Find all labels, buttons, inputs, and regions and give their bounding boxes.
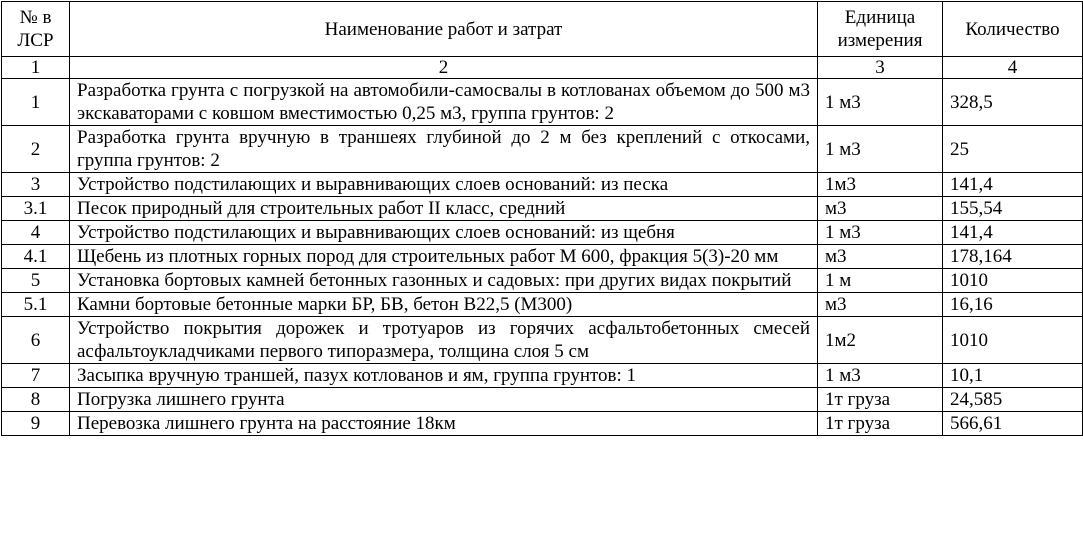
work-name: Разработка грунта с погрузкой на автомобили-самосвалы в котлованах объемом до 500 м3 экскаваторами с ковшом вместимостью 0,25 м3, группа грунтов: 2	[70, 79, 818, 126]
unit-cell: 1м2	[818, 317, 943, 364]
table-row	[2, 221, 1083, 245]
row-number: 2	[2, 126, 70, 173]
row-number: 7	[2, 364, 70, 388]
col-number-3: 3	[818, 57, 943, 79]
table-row	[2, 364, 1083, 388]
quantity-cell: 25	[943, 126, 1083, 173]
quantity-cell: 141,4	[943, 173, 1083, 197]
header-qty: Количество	[943, 2, 1083, 57]
unit-cell: 1 м3	[818, 221, 943, 245]
unit-cell: 1 м3	[818, 126, 943, 173]
row-number: 5	[2, 269, 70, 293]
quantity-cell: 141,4	[943, 221, 1083, 245]
work-name: Устройство подстилающих и выравнивающих слоев оснований: из песка	[70, 173, 818, 197]
row-number: 6	[2, 317, 70, 364]
quantity-cell: 328,5	[943, 79, 1083, 126]
table-row	[2, 173, 1083, 197]
row-number: 3.1	[2, 197, 70, 221]
work-name: Засыпка вручную траншей, пазух котлованов и ям, группа грунтов: 1	[70, 364, 818, 388]
table-row	[2, 245, 1083, 269]
table-row	[2, 412, 1083, 436]
row-number: 5.1	[2, 293, 70, 317]
works-table	[1, 1, 1083, 436]
quantity-cell: 16,16	[943, 293, 1083, 317]
row-number: 9	[2, 412, 70, 436]
work-name: Камни бортовые бетонные марки БР, БВ, бетон В22,5 (М300)	[70, 293, 818, 317]
header-name: Наименование работ и затрат	[70, 2, 818, 57]
unit-cell: м3	[818, 293, 943, 317]
work-name: Разработка грунта вручную в траншеях глубиной до 2 м без креплений с откосами, группа грунтов: 2	[70, 126, 818, 173]
col-number-1: 1	[2, 57, 70, 79]
quantity-cell: 24,585	[943, 388, 1083, 412]
row-number: 8	[2, 388, 70, 412]
unit-cell: м3	[818, 245, 943, 269]
row-number: 4	[2, 221, 70, 245]
unit-cell: м3	[818, 197, 943, 221]
row-number: 3	[2, 173, 70, 197]
quantity-cell: 155,54	[943, 197, 1083, 221]
unit-cell: 1 м3	[818, 364, 943, 388]
quantity-cell: 10,1	[943, 364, 1083, 388]
unit-cell: 1т груза	[818, 412, 943, 436]
table-row	[2, 79, 1083, 126]
row-number: 4.1	[2, 245, 70, 269]
table-row	[2, 317, 1083, 364]
row-number: 1	[2, 79, 70, 126]
header-unit: Единица измерения	[818, 2, 943, 57]
unit-cell: 1 м	[818, 269, 943, 293]
table-row	[2, 269, 1083, 293]
quantity-cell: 1010	[943, 317, 1083, 364]
work-name: Песок природный для строительных работ II класс, средний	[70, 197, 818, 221]
work-name: Устройство покрытия дорожек и тротуаров из горячих асфальтобетонных смесей асфальтоукладчиками первого типоразмера, толщина слоя 5 см	[70, 317, 818, 364]
work-name: Устройство подстилающих и выравнивающих слоев оснований: из щебня	[70, 221, 818, 245]
work-name: Щебень из плотных горных пород для строительных работ М 600, фракция 5(3)-20 мм	[70, 245, 818, 269]
quantity-cell: 1010	[943, 269, 1083, 293]
header-no: № в ЛСР	[2, 2, 70, 57]
column-number-row	[2, 57, 1083, 79]
unit-cell: 1 м3	[818, 79, 943, 126]
work-name: Перевозка лишнего грунта на расстояние 18км	[70, 412, 818, 436]
quantity-cell: 178,164	[943, 245, 1083, 269]
header-row	[2, 2, 1083, 57]
table-row	[2, 293, 1083, 317]
quantity-cell: 566,61	[943, 412, 1083, 436]
work-name: Установка бортовых камней бетонных газонных и садовых: при других видах покрытий	[70, 269, 818, 293]
table-row	[2, 197, 1083, 221]
col-number-4: 4	[943, 57, 1083, 79]
unit-cell: 1т груза	[818, 388, 943, 412]
unit-cell: 1м3	[818, 173, 943, 197]
work-name: Погрузка лишнего грунта	[70, 388, 818, 412]
table-row	[2, 388, 1083, 412]
col-number-2: 2	[70, 57, 818, 79]
table-row	[2, 126, 1083, 173]
